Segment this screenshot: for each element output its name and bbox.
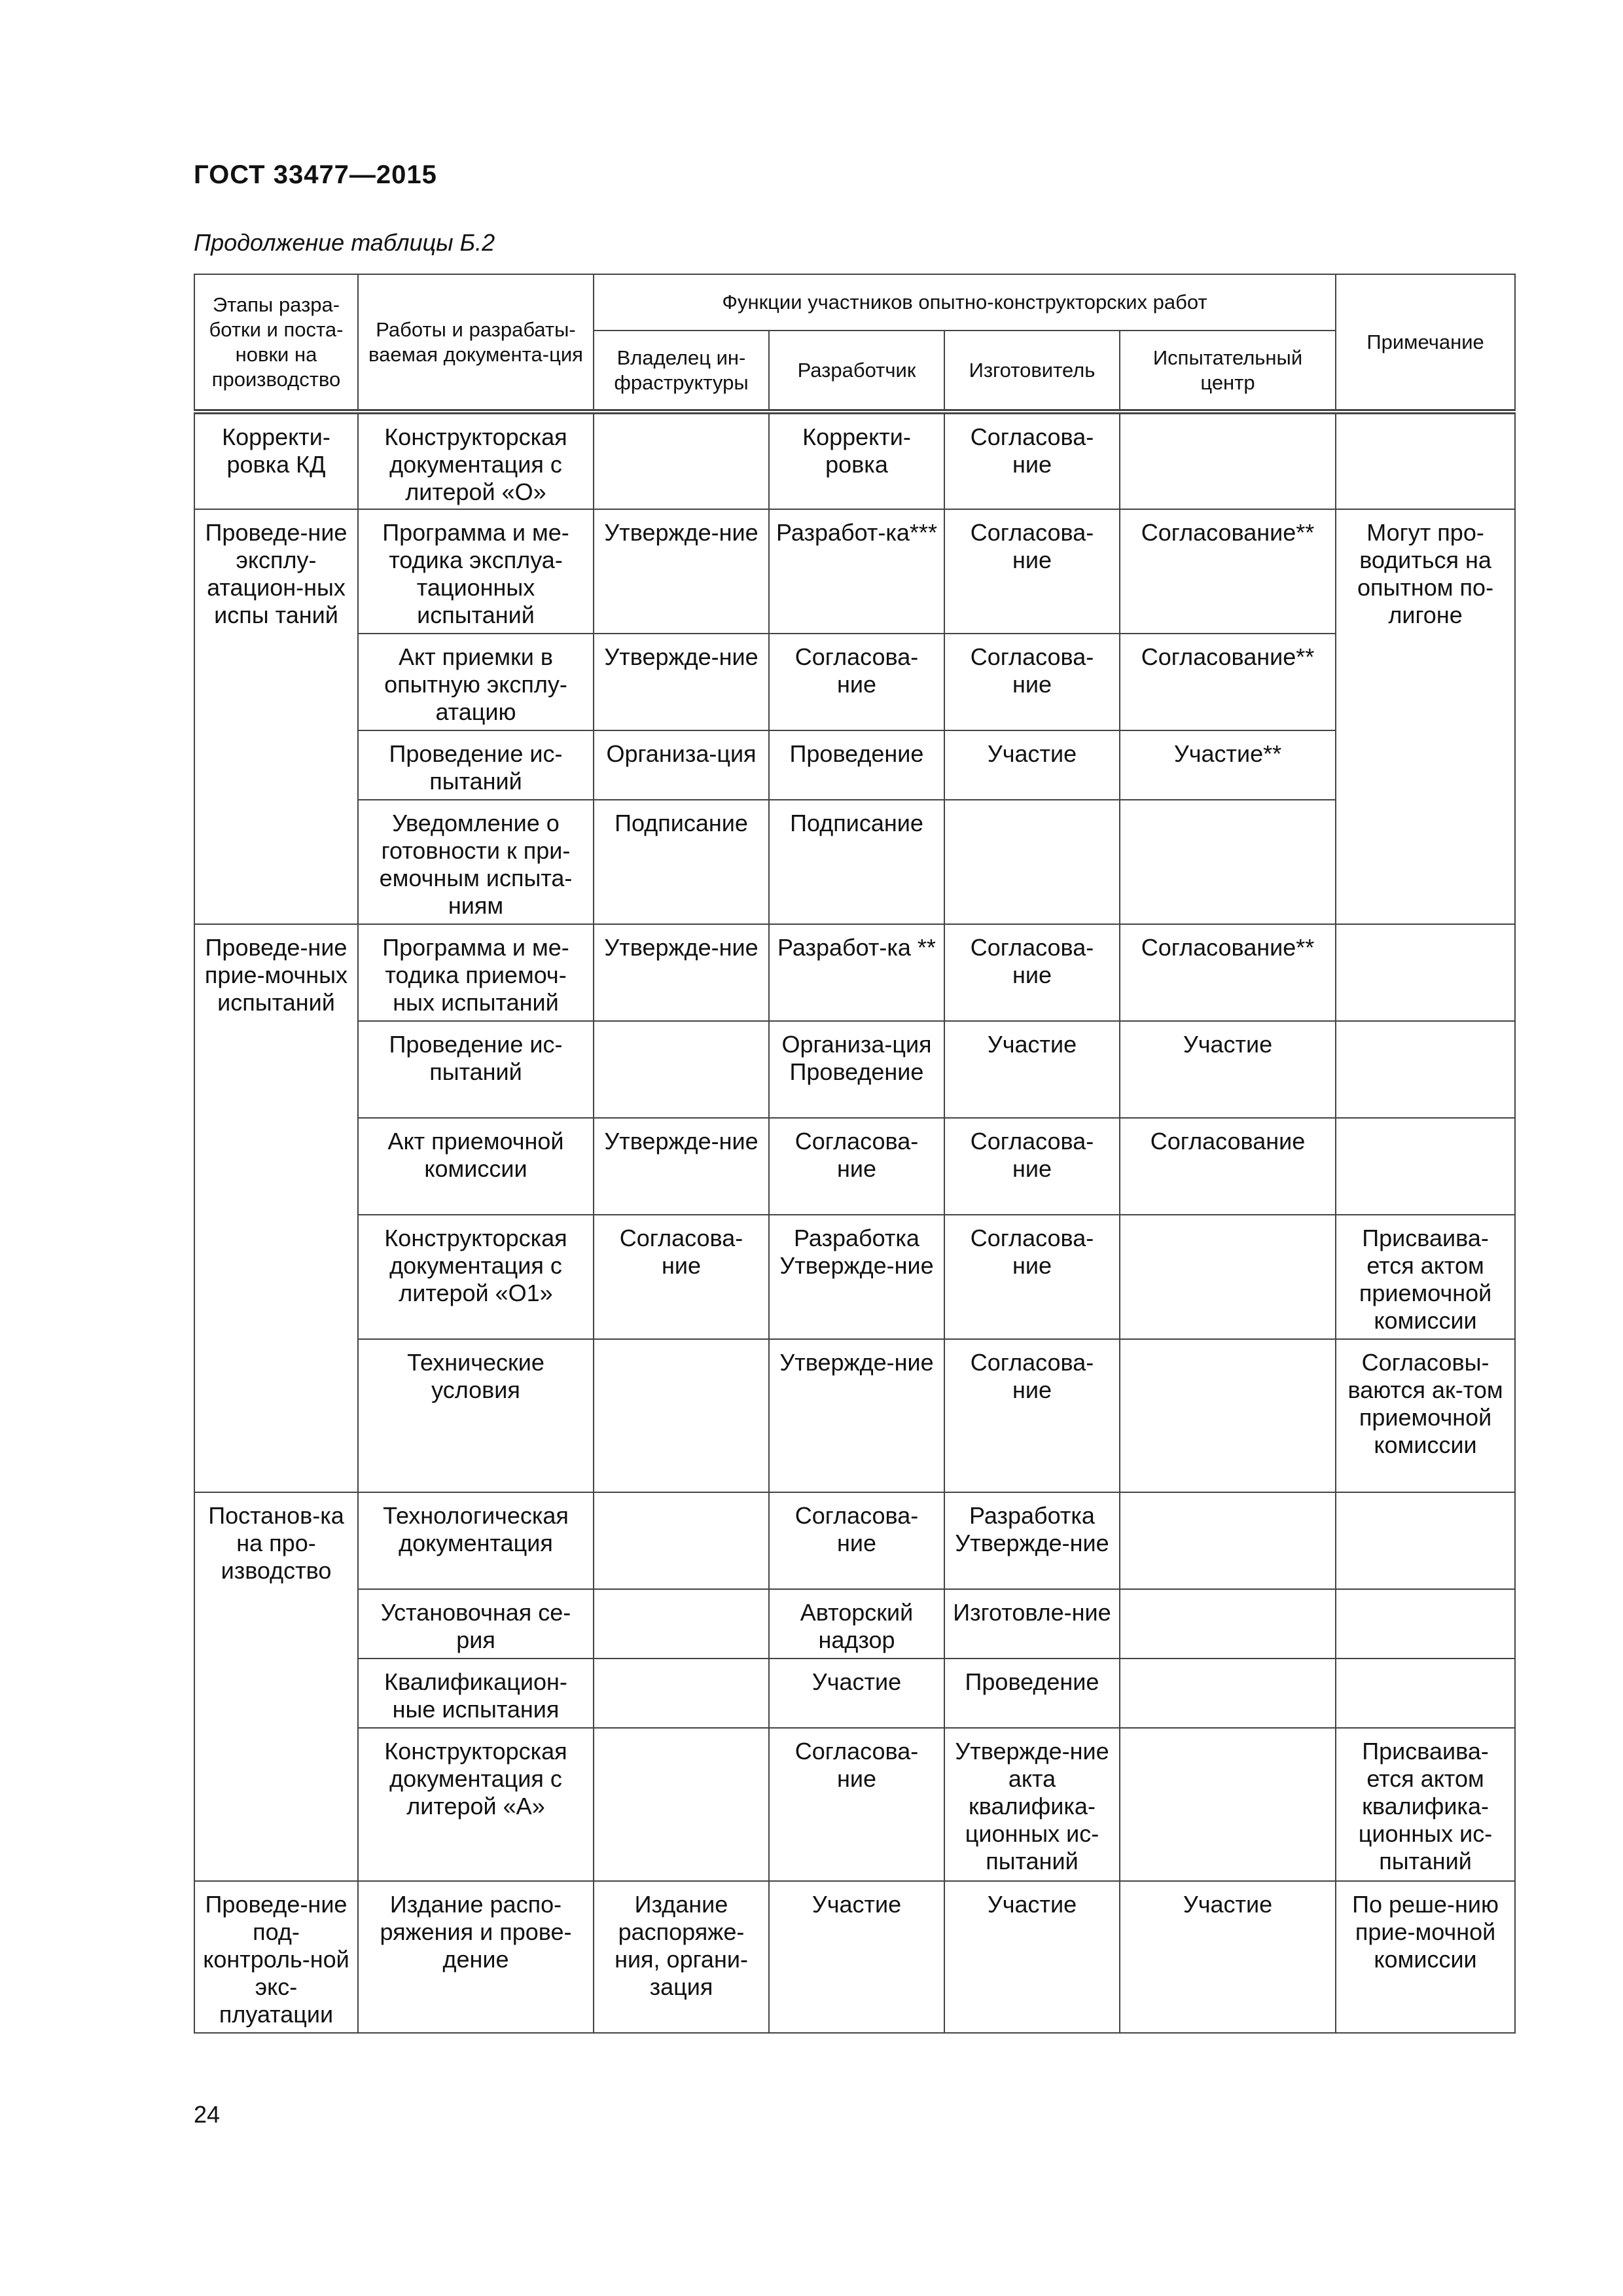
table-row [194, 1492, 1515, 1589]
table-row [194, 1339, 1515, 1492]
table-row [194, 1589, 1515, 1659]
test-center-cell: Согласование** [1120, 924, 1336, 1021]
header-functions: Функции участников опытно-конструкторских работ [594, 274, 1336, 331]
page-number: 24 [194, 2101, 221, 2128]
test-center-cell [1120, 800, 1336, 924]
work-cell: Издание распо-ряжения и прове-дение [358, 1881, 594, 2033]
header-owner: Владелец ин-фраструктуры [594, 331, 769, 412]
test-center-cell [1120, 1215, 1336, 1339]
owner-cell: Утвержде-ние [594, 634, 769, 730]
stage-cell: Постанов-ка на про-изводство [194, 1492, 358, 1881]
owner-cell [594, 1339, 769, 1492]
work-cell: Установочная се-рия [358, 1589, 594, 1659]
note-cell [1336, 924, 1515, 1021]
manufacturer-cell: Согласова-ние [944, 924, 1120, 1021]
note-cell [1336, 412, 1515, 509]
manufacturer-cell: Согласова-ние [944, 634, 1120, 730]
developer-cell: Подписание [769, 800, 944, 924]
work-cell: Конструкторская документация с литерой «О1» [358, 1215, 594, 1339]
stage-cell: Проведе-ние прие-мочных испытаний [194, 924, 358, 1492]
manufacturer-cell: Согласова-ние [944, 1215, 1120, 1339]
work-cell: Проведение ис-пытаний [358, 730, 594, 800]
work-cell: Акт приемки в опытную эксплу-атацию [358, 634, 594, 730]
work-cell: Конструкторская документация с литерой «А» [358, 1728, 594, 1881]
developer-cell: Согласова-ние [769, 1118, 944, 1215]
table-row [194, 634, 1515, 730]
work-cell: Квалификацион-ные испытания [358, 1659, 594, 1728]
table-row [194, 1881, 1515, 2033]
note-cell [1336, 1659, 1515, 1728]
developer-cell: Корректи-ровка [769, 412, 944, 509]
developer-cell: Разработ-ка*** [769, 509, 944, 634]
developer-cell: Согласова-ние [769, 634, 944, 730]
table-row [194, 1728, 1515, 1881]
owner-cell: Согласова-ние [594, 1215, 769, 1339]
manufacturer-cell: Согласова-ние [944, 1339, 1120, 1492]
work-cell: Технологическая документация [358, 1492, 594, 1589]
manufacturer-cell: Участие [944, 1021, 1120, 1118]
table-row [194, 1659, 1515, 1728]
owner-cell: Утвержде-ние [594, 1118, 769, 1215]
note-cell: Могут про-водиться на опытном по-лигоне [1336, 509, 1515, 924]
note-cell: Согласовы-ваются ак-том приемочной комиссии [1336, 1339, 1515, 1492]
note-cell: Присваива-ется актом приемочной комиссии [1336, 1215, 1515, 1339]
note-cell [1336, 1021, 1515, 1118]
table-row [194, 412, 1515, 509]
note-cell: По реше-нию прие-мочной комиссии [1336, 1881, 1515, 2033]
manufacturer-cell [944, 800, 1120, 924]
developer-cell: Разработ-ка ** [769, 924, 944, 1021]
owner-cell [594, 1659, 769, 1728]
test-center-cell: Согласование [1120, 1118, 1336, 1215]
manufacturer-cell: Согласова-ние [944, 1118, 1120, 1215]
developer-cell: Организа-ция Проведение [769, 1021, 944, 1118]
header-row-1 [194, 274, 1515, 331]
owner-cell [594, 1021, 769, 1118]
test-center-cell [1120, 1339, 1336, 1492]
test-center-cell: Согласование** [1120, 634, 1336, 730]
developer-cell: Утвержде-ние [769, 1339, 944, 1492]
manufacturer-cell: Изготовле-ние [944, 1589, 1120, 1659]
table-row [194, 730, 1515, 800]
manufacturer-cell: Согласова-ние [944, 509, 1120, 634]
manufacturer-cell: Согласова-ние [944, 412, 1120, 509]
test-center-cell: Участие [1120, 1021, 1336, 1118]
work-cell: Уведомление о готовности к при-емочным испыта-ниям [358, 800, 594, 924]
owner-cell [594, 1589, 769, 1659]
table-row [194, 1118, 1515, 1215]
developer-cell: Проведение [769, 730, 944, 800]
test-center-cell: Участие [1120, 1881, 1336, 2033]
note-cell [1336, 1589, 1515, 1659]
header-works: Работы и разрабаты-ваемая документа-ция [358, 274, 594, 412]
test-center-cell [1120, 1659, 1336, 1728]
table-row [194, 1215, 1515, 1339]
owner-cell [594, 1492, 769, 1589]
table-caption: Продолжение таблицы Б.2 [194, 229, 495, 256]
note-cell [1336, 1118, 1515, 1215]
developer-cell: Разработка Утвержде-ние [769, 1215, 944, 1339]
table-row [194, 924, 1515, 1021]
test-center-cell [1120, 412, 1336, 509]
owner-cell [594, 412, 769, 509]
header-note: Примечание [1336, 274, 1515, 412]
participants-table [194, 274, 1516, 2034]
test-center-cell [1120, 1589, 1336, 1659]
test-center-cell [1120, 1492, 1336, 1589]
developer-cell: Участие [769, 1881, 944, 2033]
header-developer: Разработчик [769, 331, 944, 412]
work-cell: Конструкторская документация с литерой «О» [358, 412, 594, 509]
table-row [194, 1021, 1515, 1118]
table-row [194, 509, 1515, 634]
owner-cell: Организа-ция [594, 730, 769, 800]
stage-cell: Корректи-ровка КД [194, 412, 358, 509]
header-stages: Этапы разра-ботки и поста-новки на производство [194, 274, 358, 412]
developer-cell: Авторский надзор [769, 1589, 944, 1659]
work-cell: Программа и ме-тодика эксплуа-тационных испытаний [358, 509, 594, 634]
stage-cell: Проведе-ние эксплу-атацион-ных испы таний [194, 509, 358, 924]
manufacturer-cell: Разработка Утвержде-ние [944, 1492, 1120, 1589]
document-id: ГОСТ 33477—2015 [194, 160, 437, 189]
owner-cell: Издание распоряже-ния, органи-зация [594, 1881, 769, 2033]
header-test-center: Испытательный центр [1120, 331, 1336, 412]
note-cell [1336, 1492, 1515, 1589]
developer-cell: Согласова-ние [769, 1492, 944, 1589]
work-cell: Акт приемочной комиссии [358, 1118, 594, 1215]
table-row [194, 800, 1515, 924]
test-center-cell: Согласование** [1120, 509, 1336, 634]
developer-cell: Участие [769, 1659, 944, 1728]
test-center-cell: Участие** [1120, 730, 1336, 800]
owner-cell [594, 1728, 769, 1881]
owner-cell: Подписание [594, 800, 769, 924]
note-cell: Присваива-ется актом квалифика-ционных ис-пытаний [1336, 1728, 1515, 1881]
header-manufacturer: Изготовитель [944, 331, 1120, 412]
work-cell: Программа и ме-тодика приемоч-ных испытаний [358, 924, 594, 1021]
stage-cell: Проведе-ние под-контроль-ной экс-плуатации [194, 1881, 358, 2033]
manufacturer-cell: Утвержде-ние акта квалифика-ционных ис-пытаний [944, 1728, 1120, 1881]
test-center-cell [1120, 1728, 1336, 1881]
work-cell: Проведение ис-пытаний [358, 1021, 594, 1118]
manufacturer-cell: Участие [944, 730, 1120, 800]
owner-cell: Утвержде-ние [594, 924, 769, 1021]
manufacturer-cell: Проведение [944, 1659, 1120, 1728]
work-cell: Технические условия [358, 1339, 594, 1492]
developer-cell: Согласова-ние [769, 1728, 944, 1881]
manufacturer-cell: Участие [944, 1881, 1120, 2033]
owner-cell: Утвержде-ние [594, 509, 769, 634]
